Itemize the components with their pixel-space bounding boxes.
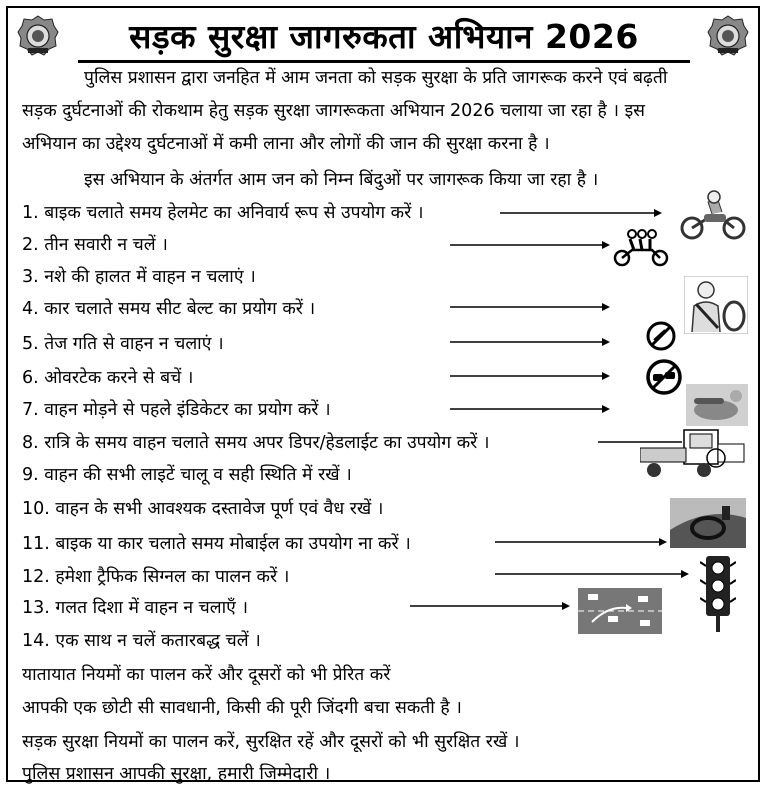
mobile-driving-icon bbox=[670, 498, 746, 548]
arrow-icon bbox=[450, 301, 610, 313]
point-item: 9. वाहन की सभी लाइटें चालू व सही स्थिति में रखें । bbox=[22, 465, 352, 485]
closing-line: यातायात नियमों का पालन करें और दूसरों को भी प्रेरित करें bbox=[22, 665, 391, 685]
arrow-icon bbox=[450, 239, 610, 251]
point-item: 2. तीन सवारी न चलें । bbox=[22, 235, 168, 255]
point-item: 5. तेज गति से वाहन न चलाएं । bbox=[22, 334, 224, 354]
closing-line: आपकी एक छोटी सी सावधानी, किसी की पूरी जिंदगी बचा सकती है । bbox=[22, 698, 462, 718]
page-title: सड़क सुरक्षा जागरुकता अभियान 2026 bbox=[129, 17, 639, 56]
point-item: 11. बाइक या कार चलाते समय मोबाईल का उपयोग ना करें । bbox=[22, 534, 411, 554]
indicator-icon bbox=[686, 384, 748, 426]
point-item: 14. एक साथ न चलें कतारबद्ध चलें । bbox=[22, 631, 261, 651]
arrow-icon bbox=[495, 536, 667, 548]
arrow-icon bbox=[495, 568, 689, 580]
intro-line: सड़क दुर्घटनाओं की रोकथाम हेतु सड़क सुरक्षा जागरूकता अभियान 2026 चलाया जा रहा है । इस bbox=[22, 101, 645, 121]
point-item: 3. नशे की हालत में वाहन न चलाएं । bbox=[22, 267, 256, 287]
arrow-icon bbox=[450, 370, 610, 382]
arrow-icon bbox=[450, 403, 610, 415]
point-item: 13. गलत दिशा में वाहन न चलाएँ । bbox=[22, 598, 248, 618]
no-overtaking-icon bbox=[645, 358, 683, 396]
point-item: 4. कार चलाते समय सीट बेल्ट का प्रयोग करें । bbox=[22, 299, 316, 319]
arrow-icon bbox=[500, 207, 662, 219]
intro-line: अभियान का उद्देश्य दुर्घटनाओं में कमी लाना और लोगों की जान की सुरक्षा करना है । bbox=[22, 134, 550, 154]
point-item: 10. वाहन के सभी आवश्यक दस्तावेज पूर्ण एवं वैध रखें । bbox=[22, 499, 384, 519]
seatbelt-driver-icon bbox=[684, 276, 748, 334]
headlight-truck-icon bbox=[640, 424, 748, 482]
police-emblem-icon-right bbox=[706, 14, 750, 58]
title-underline bbox=[78, 60, 690, 63]
point-item: 8. रात्रि के समय वाहन चलाते समय अपर डिपर/हेडलाईट का उपयोग करें । bbox=[22, 433, 490, 453]
no-speeding-icon bbox=[645, 320, 677, 352]
triple-riding-icon bbox=[612, 228, 670, 268]
point-item: 6. ओवरटेक करने से बचें । bbox=[22, 368, 194, 388]
arrow-icon bbox=[410, 600, 570, 612]
point-item: 1. बाइक चलाते समय हेलमेट का अनिवार्य रूप से उपयोग करें । bbox=[22, 203, 424, 223]
point-item: 12. हमेशा ट्रैफिक सिग्नल का पालन करें । bbox=[22, 567, 290, 587]
point-item: 7. वाहन मोड़ने से पहले इंडिकेटर का प्रयोग करें । bbox=[22, 400, 331, 420]
intro-line: इस अभियान के अंतर्गत आम जन को निम्न बिंदुओं पर जागरूक किया जा रहा है । bbox=[84, 170, 599, 190]
helmet-rider-icon bbox=[678, 190, 748, 242]
arrow-icon bbox=[450, 336, 610, 348]
wrong-way-icon bbox=[578, 588, 662, 634]
closing-line: सड़क सुरक्षा नियमों का पालन करें, सुरक्षित रहें और दूसरों को भी सुरक्षित रखें । bbox=[22, 732, 520, 752]
intro-line: पुलिस प्रशासन द्वारा जनहित में आम जनता को सड़क सुरक्षा के प्रति जागरूक करने एवं बढ़ती bbox=[84, 68, 668, 88]
closing-line: पुलिस प्रशासन आपकी सुरक्षा, हमारी जिम्मेदारी । bbox=[22, 764, 331, 784]
traffic-signal-icon bbox=[700, 556, 736, 632]
police-emblem-icon-left bbox=[16, 14, 60, 58]
